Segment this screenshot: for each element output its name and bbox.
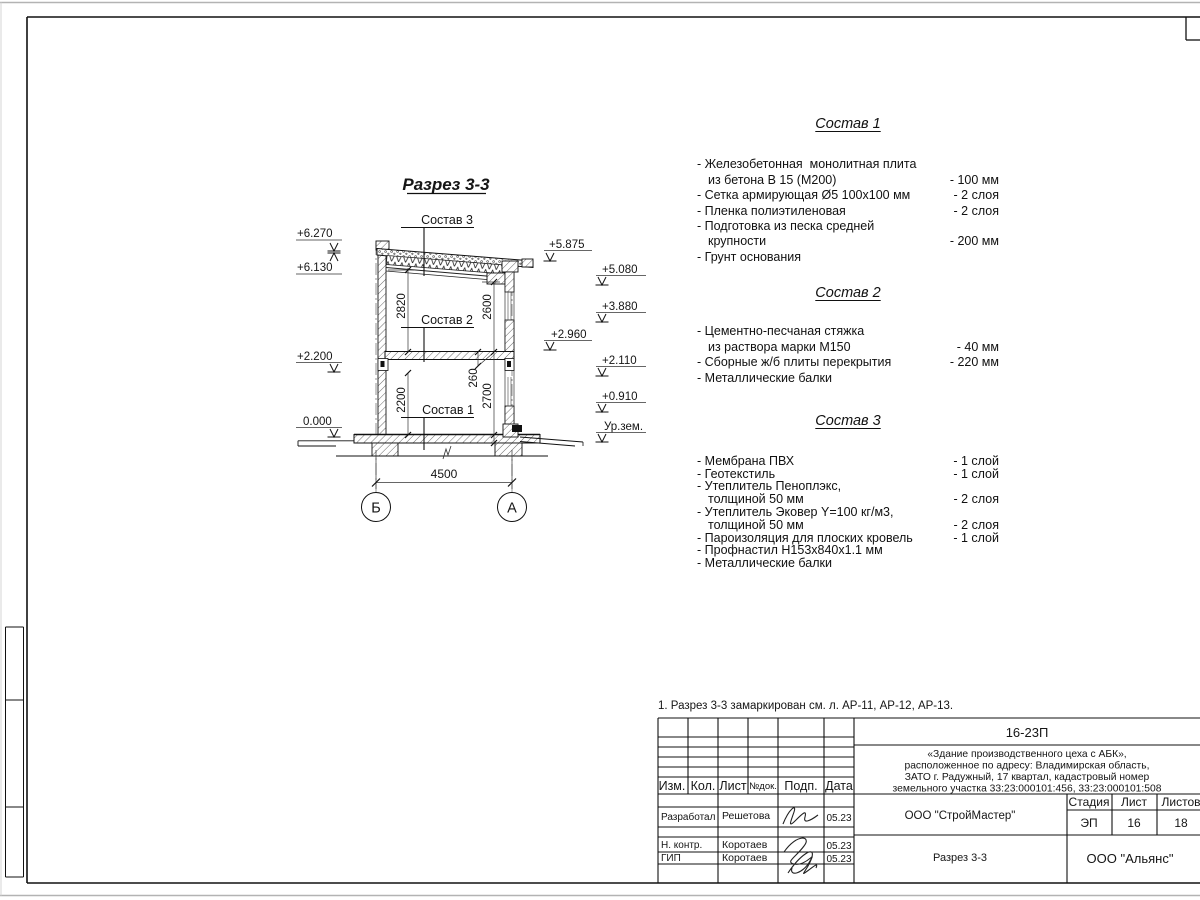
dim-4500: 4500	[430, 467, 458, 481]
left-attachment-strip	[6, 627, 24, 877]
role-cell: Разработал	[661, 812, 716, 823]
project-line: «Здание производственного цеха с АБК»,	[927, 749, 1127, 760]
floor-slab	[385, 352, 514, 360]
elevation-label: +0.910	[602, 391, 638, 403]
item-text: - Утеплитель Эковер Y=100 кг/м3,	[697, 504, 894, 519]
project-line: расположенное по адресу: Владимирская область,	[904, 760, 1150, 772]
item-text: толщиной 50 мм	[708, 492, 804, 507]
name-cell: Коротаев	[722, 839, 768, 851]
left-wall	[378, 246, 386, 435]
item-text: - Пленка полиэтиленовая	[697, 203, 846, 218]
item-text: - Подготовка из песка средней	[697, 219, 875, 234]
dim-2820: 2820	[396, 293, 408, 319]
list-item	[697, 234, 999, 249]
sheet-title: Разрез 3-3	[932, 852, 988, 864]
customer-cell: ООО "Альянс"	[1086, 851, 1174, 866]
drain-block	[512, 425, 522, 432]
elevation-arrow-icon	[596, 314, 609, 322]
elevation-marks-right	[544, 239, 647, 442]
break-symbol	[443, 446, 451, 459]
composition-list-2	[697, 286, 999, 386]
role-cell: Н. контр.	[661, 840, 703, 851]
item-value: - 2 слоя	[953, 203, 999, 218]
elevation-label: Ур.зем.	[604, 421, 644, 433]
list-item	[697, 157, 999, 172]
name-cell: Решетова	[722, 810, 771, 822]
section-drawing	[296, 175, 646, 522]
elevation-label: +6.130	[297, 262, 333, 274]
elevation-arrow-icon	[328, 364, 341, 372]
elevation-label: +2.110	[602, 355, 637, 367]
elevation-arrow-icon	[544, 253, 557, 261]
sheet-value: 16	[1127, 816, 1141, 830]
list-item	[697, 340, 999, 355]
drawing-title: Разрез 3-3	[402, 175, 490, 194]
list-item	[697, 371, 999, 386]
list-item	[697, 506, 999, 519]
doc-number: 16-23П	[1005, 725, 1049, 740]
list-item	[697, 204, 999, 219]
elevation-marks-left	[296, 228, 342, 437]
list-item	[697, 173, 999, 188]
stage-label: Стадия	[1068, 795, 1110, 809]
dim-2700: 2700	[482, 383, 494, 409]
role-cell: ГИП	[661, 853, 681, 864]
axis-letter-b: Б	[371, 500, 381, 517]
item-text: - Геотекстиль	[697, 466, 776, 481]
elevation-arrow-icon	[328, 253, 341, 261]
elevation-label: +6.270	[297, 228, 333, 240]
right-wall-cap	[502, 261, 518, 272]
elevation-label: +2.960	[551, 329, 587, 341]
composition-title: Состав 2	[815, 285, 881, 301]
col-data: Дата	[825, 779, 853, 793]
item-text: - Сетка армирующая Ø5 100x100 мм	[697, 188, 911, 203]
stage-value: ЭП	[1080, 816, 1098, 830]
elevation-label: +3.880	[602, 301, 638, 313]
list-item	[697, 519, 999, 532]
item-text: - Металлические балки	[697, 370, 832, 385]
list-item	[697, 324, 999, 339]
composition-title: Состав 1	[815, 116, 881, 132]
list-item	[697, 355, 999, 370]
item-text: толщиной 50 мм	[708, 517, 804, 532]
item-value: - 200 мм	[949, 234, 999, 249]
callout-sostav1: Состав 1	[422, 403, 474, 417]
elevation-arrow-icon	[596, 404, 609, 412]
sheets-value: 18	[1174, 816, 1188, 830]
item-value: - 40 мм	[956, 339, 999, 354]
elevation-arrow-icon	[328, 429, 341, 437]
list-item	[697, 188, 999, 203]
dim-260: 260	[468, 368, 480, 388]
project-line: ЗАТО г. Радужный, 17 квартал, кадастровый номер	[904, 772, 1150, 783]
footing-right	[495, 443, 522, 456]
name-cell: Коротаев	[722, 852, 768, 864]
elevation-arrow-icon	[596, 277, 609, 285]
dim-2200: 2200	[396, 387, 408, 413]
item-value: - 2 слоя	[953, 492, 999, 507]
composition-title: Состав 3	[815, 413, 881, 429]
item-value: - 220 мм	[949, 355, 999, 370]
item-value: - 1 слой	[953, 453, 999, 468]
item-text: - Мембрана ПВХ	[697, 453, 795, 468]
elevation-arrow-icon	[544, 342, 557, 350]
item-text: - Грунт основания	[697, 249, 802, 264]
list-item	[697, 250, 999, 265]
item-value: - 2 слоя	[953, 517, 999, 532]
elevation-label: 0.000	[303, 416, 332, 428]
item-text: - Железобетонная монолитная плита	[697, 157, 917, 172]
org-cell: ООО "СтройМастер"	[904, 810, 1016, 822]
item-value: - 100 мм	[949, 172, 999, 187]
elevation-arrow-icon	[328, 243, 341, 251]
item-text: крупности	[708, 234, 767, 249]
item-value: - 1 слой	[953, 530, 999, 545]
dim-2600: 2600	[482, 294, 494, 320]
item-text: - Профнастил Н153х840х1.1 мм	[697, 543, 883, 558]
elevation-label: +5.875	[549, 239, 585, 251]
item-value: - 2 слоя	[953, 188, 999, 203]
item-text: из бетона В 15 (М200)	[708, 172, 837, 187]
item-value: - 1 слой	[953, 466, 999, 481]
item-text: - Утеплитель Пеноплэкс,	[697, 479, 842, 494]
list-item	[697, 557, 999, 570]
callouts	[401, 213, 474, 450]
item-text: из раствора марки М150	[708, 339, 851, 354]
elevation-arrow-icon	[596, 434, 609, 442]
col-podp: Подп.	[784, 779, 818, 793]
date-cell: 05.23	[826, 854, 852, 865]
elevation-label: +2.200	[297, 351, 333, 363]
sheets-label: Листов	[1161, 795, 1200, 809]
date-cell: 05.23	[826, 841, 852, 852]
item-text: - Сборные ж/б плиты перекрытия	[697, 355, 892, 370]
composition-list-1	[697, 117, 999, 265]
elevation-arrow-icon	[596, 368, 609, 376]
col-list: Лист	[719, 779, 747, 793]
col-ndok: №док.	[749, 781, 777, 792]
composition-list-3	[697, 415, 999, 570]
callout-sostav2: Состав 2	[421, 313, 473, 327]
item-text: - Цементно-песчаная стяжка	[697, 324, 865, 339]
list-item	[697, 455, 999, 468]
title-block-text	[659, 725, 1200, 866]
date-cell: 05.23	[826, 813, 852, 824]
corner-box	[1186, 17, 1200, 40]
col-izm: Изм.	[658, 779, 686, 793]
project-line: земельного участка 33:23:000101:456, 33:23:000101:508	[892, 783, 1162, 795]
item-text: - Пароизоляция для плоских кровель	[697, 530, 913, 545]
roof-end-cap	[522, 259, 533, 267]
sheet-note: 1. Разрез 3-3 замаркирован см. л. АР-11, АР-12, АР-13.	[658, 700, 954, 712]
sheet-label: Лист	[1120, 795, 1148, 809]
list-item	[697, 219, 999, 234]
callout-sostav3: Состав 3	[421, 213, 473, 227]
col-kol: Кол.	[690, 779, 716, 793]
elevation-label: +5.080	[602, 264, 638, 276]
item-text: - Металлические балки	[697, 556, 832, 571]
axis-letter-a: А	[507, 500, 517, 517]
